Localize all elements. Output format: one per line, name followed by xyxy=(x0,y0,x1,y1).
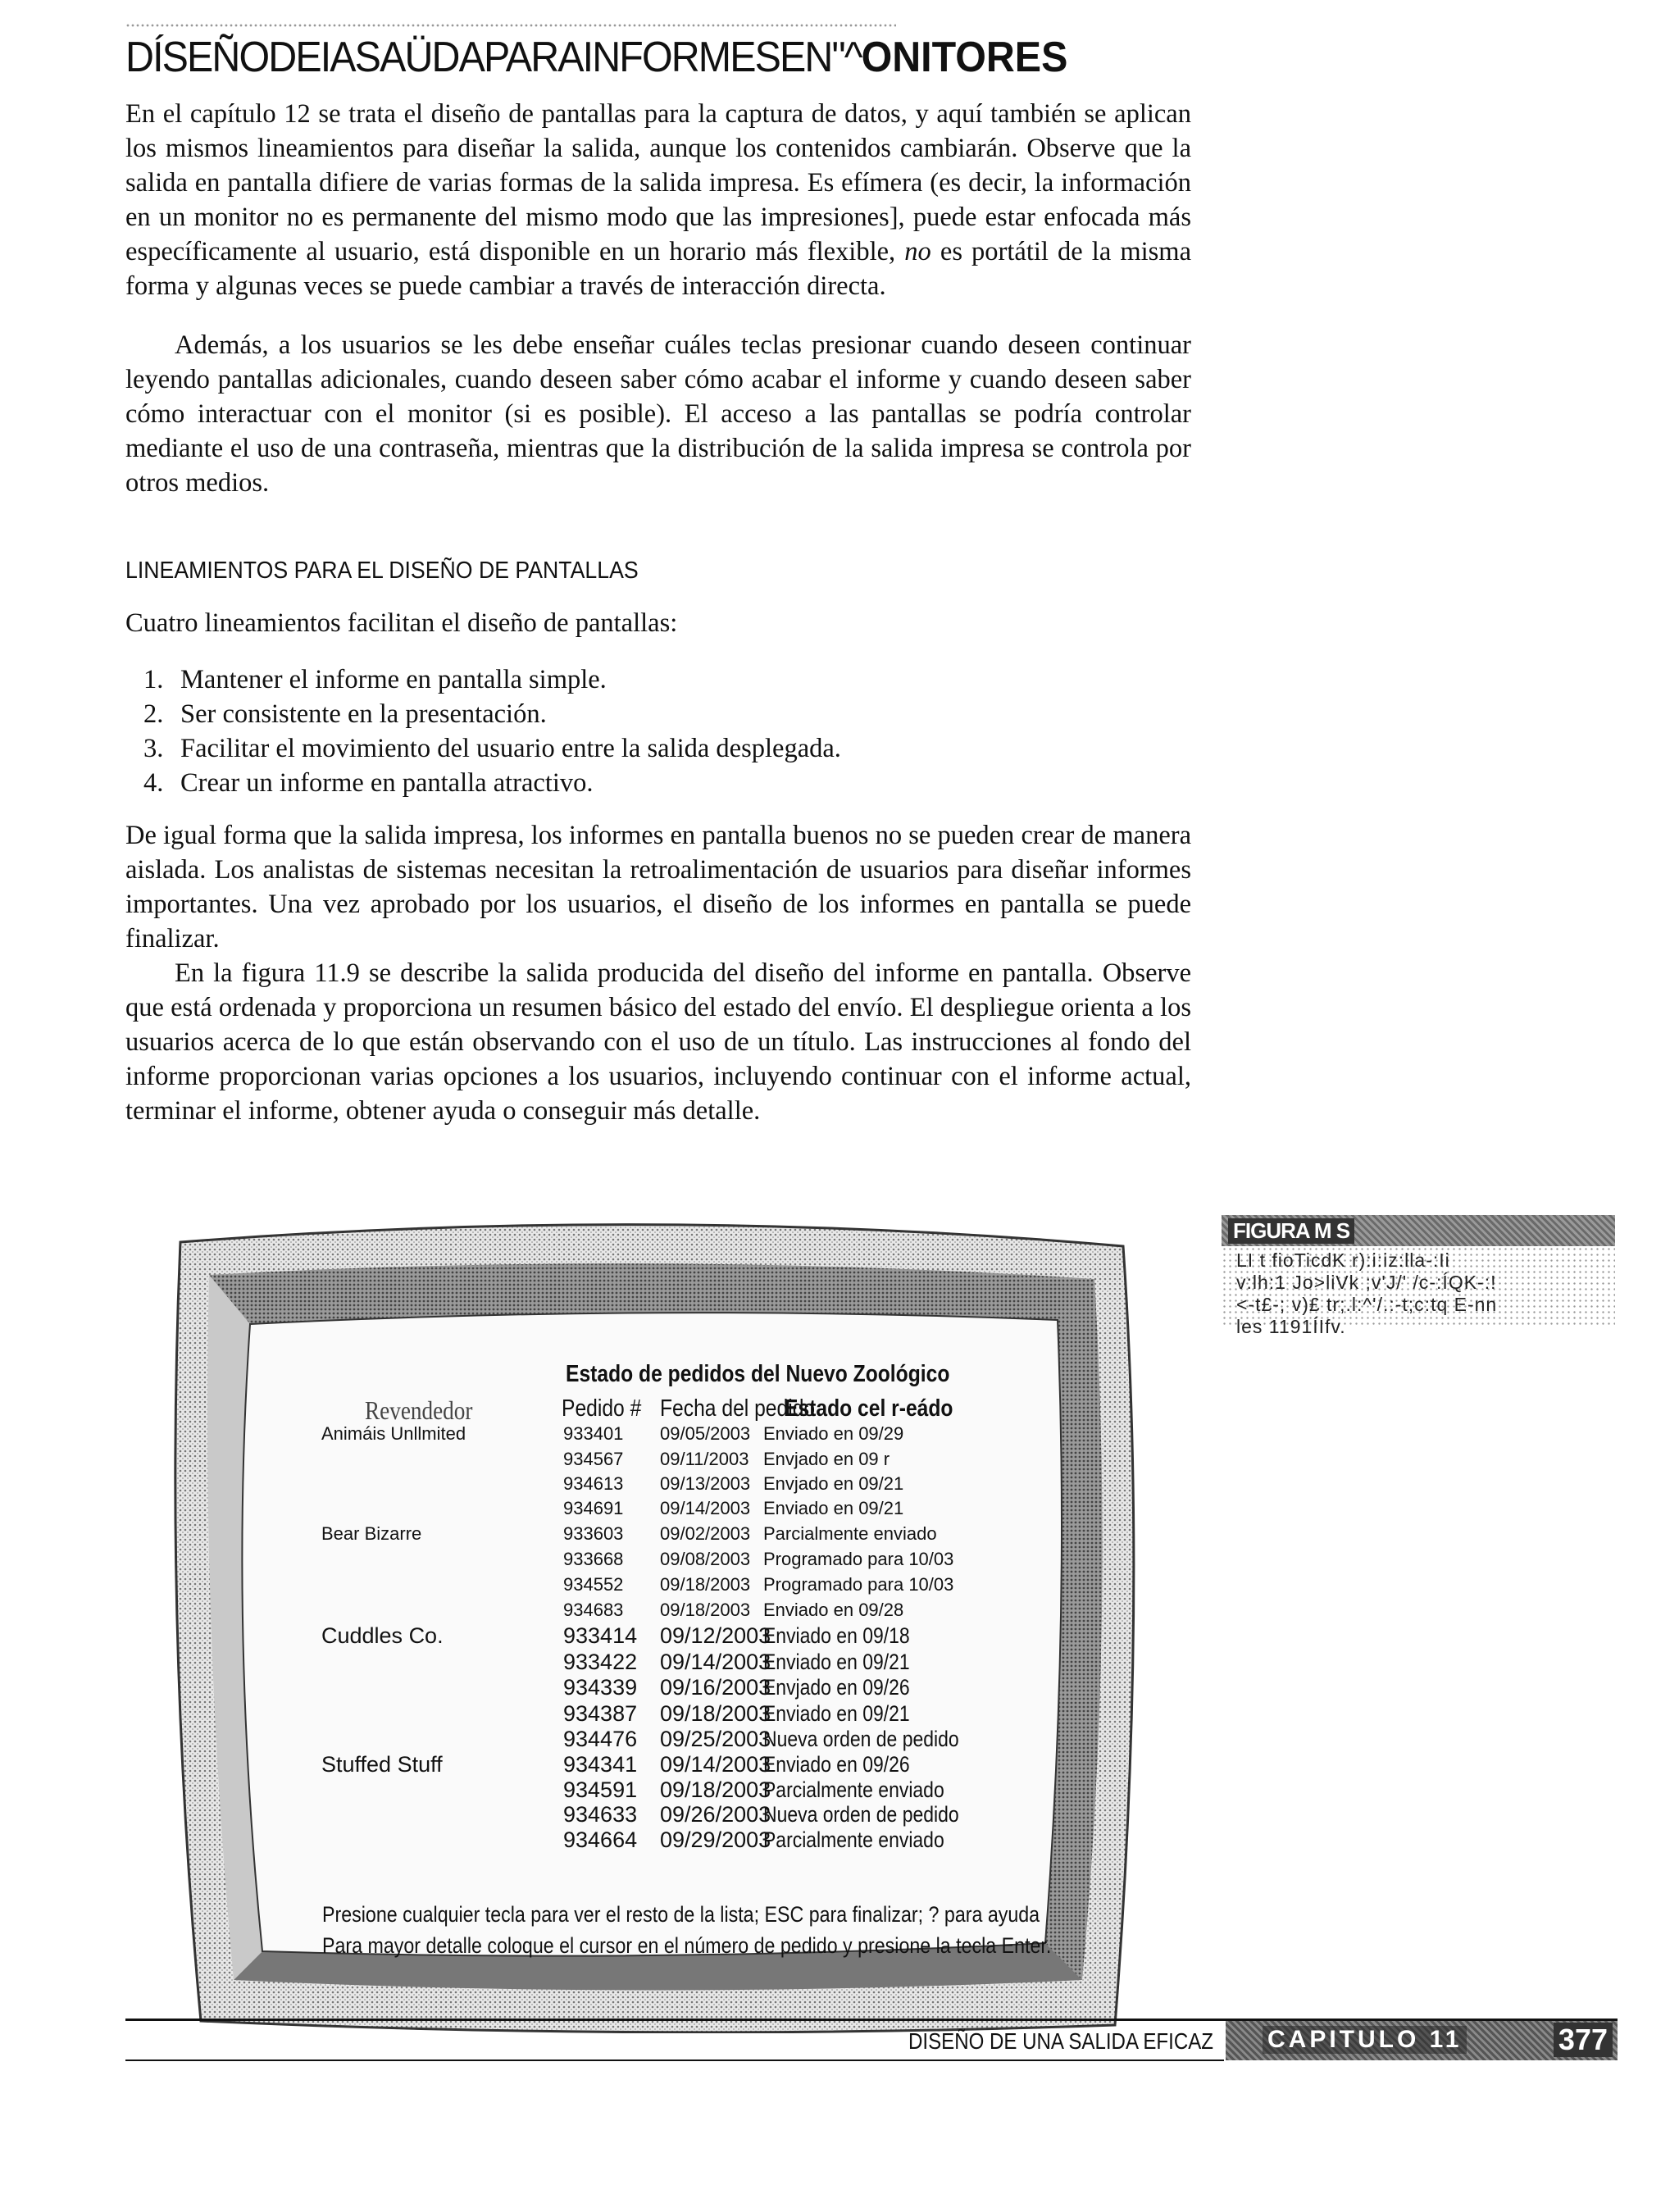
order-date-cell: 09/08/2003 xyxy=(660,1549,751,1569)
order-number-cell: 934664 xyxy=(563,1827,638,1852)
status-cell: Parcialmente enviado xyxy=(763,1777,944,1802)
list-item: 2. Ser consistente en la presentación. xyxy=(143,699,547,729)
order-number-cell: 934613 xyxy=(563,1473,624,1494)
table-row xyxy=(234,1701,1119,1727)
order-number-cell: 933603 xyxy=(563,1523,624,1544)
list-item: 1. Mantener el informe en pantalla simple. xyxy=(143,665,607,694)
status-cell: Enviado en 09/21 xyxy=(763,1701,910,1726)
emphasis-no: no xyxy=(904,237,931,266)
list-item: 3. Facilitar el movimiento del usuario entre la salida desplegada. xyxy=(143,734,841,763)
instruction-line-2: Para mayor detalle coloque el cursor en el número de pedido y presione la tecla Enter. xyxy=(322,1933,1052,1958)
order-date-cell: 09/25/2003 xyxy=(660,1727,771,1751)
order-number-cell: 934341 xyxy=(563,1752,638,1777)
status-cell: Nueva orden de pedido xyxy=(763,1727,959,1751)
order-date-cell: 09/29/2003 xyxy=(660,1827,771,1852)
order-date-cell: 09/11/2003 xyxy=(660,1449,749,1469)
column-header-order: Pedido # xyxy=(562,1395,642,1422)
status-cell: Envjado en 09/21 xyxy=(763,1473,904,1494)
table-row xyxy=(234,1752,1119,1777)
order-number-cell: 934387 xyxy=(563,1701,638,1726)
page-number: 377 xyxy=(1554,2023,1613,2057)
status-cell: Parcialmente enviado xyxy=(763,1827,944,1852)
order-date-cell: 09/02/2003 xyxy=(660,1523,751,1544)
status-cell: Programado para 10/03 xyxy=(763,1574,954,1595)
status-cell: Programado para 10/03 xyxy=(763,1549,954,1569)
table-row xyxy=(234,1473,1119,1499)
status-cell: Enviado en 09/21 xyxy=(763,1498,904,1518)
table-row xyxy=(234,1549,1119,1574)
order-number-cell: 934339 xyxy=(563,1675,638,1700)
section-heading: DÍSEÑODEIASAÜDAPARAINFORMESEN"^ONITORES xyxy=(125,34,1068,81)
client-cell: Bear Bizarre xyxy=(321,1523,422,1544)
paragraph-3: De igual forma que la salida impresa, los informes en pantalla buenos no se pueden crear de manera aislada. Los analistas de sistemas necesitan la retroalimentación de usuarios para diseñar informes importantes. Una vez aprobado por los usuarios, el diseño de los informes en pantalla se puede finalizar. xyxy=(125,821,1191,954)
table-row xyxy=(234,1777,1119,1803)
order-number-cell: 933668 xyxy=(563,1549,624,1569)
status-cell: Nueva orden de pedido xyxy=(763,1802,959,1827)
subheading: LINEAMIENTOS PARA EL DISEÑO DE PANTALLAS xyxy=(125,558,639,584)
paragraph-2: Además, a los usuarios se les debe enseñar cuáles teclas presionar cuando deseen continuar leyendo pantallas adicionales, cuando deseen saber cómo acabar el informe y cuando deseen saber cómo interactuar con el monitor (si es posible). El acceso a las pantallas se podría controlar mediante el uso de una contraseña, mientras que la distribución de la salida impresa se controla por otros medios. xyxy=(125,330,1191,498)
caption-line: LI t fioTicdK r):i:iz:lla-:Ii xyxy=(1236,1249,1450,1271)
screen-report xyxy=(234,1271,1119,1958)
order-date-cell: 09/18/2003 xyxy=(660,1777,771,1802)
status-cell: Enviado en 09/28 xyxy=(763,1600,904,1620)
status-cell: Parcialmente enviado xyxy=(763,1523,937,1544)
guidelines-list xyxy=(143,662,841,800)
status-cell: Enviado en 09/18 xyxy=(763,1623,910,1648)
caption-line: <-t£-; v)£ tr;.l:^'/.:-t;c:tq E-nn xyxy=(1236,1294,1498,1315)
status-cell: Enviado en 09/26 xyxy=(763,1752,910,1777)
footer-title: DISEÑO DE UNA SALIDA EFICAZ xyxy=(908,2028,1214,2054)
order-date-cell: 09/13/2003 xyxy=(660,1473,751,1494)
status-cell: Envjado en 09 r xyxy=(763,1449,890,1469)
order-date-cell: 09/18/2003 xyxy=(660,1600,751,1620)
order-number-cell: 933414 xyxy=(563,1623,638,1648)
order-date-cell: 09/14/2003 xyxy=(660,1650,771,1674)
order-date-cell: 09/26/2003 xyxy=(660,1802,771,1827)
order-number-cell: 934633 xyxy=(563,1802,638,1827)
table-row xyxy=(234,1623,1119,1649)
column-header-status: Estado cel r-eádo xyxy=(785,1395,953,1422)
column-header-reseller: Revendedor xyxy=(365,1395,473,1425)
header-dotted-rule xyxy=(125,23,896,28)
status-cell: Enviado en 09/21 xyxy=(763,1650,910,1674)
order-date-cell: 09/16/2003 xyxy=(660,1675,771,1700)
status-cell: Envjado en 09/26 xyxy=(763,1675,910,1700)
figure-caption-bar xyxy=(1222,1215,1615,1246)
order-date-cell: 09/18/2003 xyxy=(660,1701,771,1726)
column-header-date: Fecha del pedido xyxy=(660,1395,816,1422)
order-number-cell: 934567 xyxy=(563,1449,624,1469)
figure-caption-body xyxy=(1222,1246,1615,1337)
table-row xyxy=(234,1523,1119,1549)
table-row xyxy=(234,1574,1119,1600)
client-cell: Stuffed Stuff xyxy=(321,1752,443,1777)
table-row xyxy=(234,1600,1119,1625)
caption-line: les 1191ÍIfv. xyxy=(1236,1316,1346,1337)
table-row xyxy=(234,1727,1119,1752)
order-number-cell: 934591 xyxy=(563,1777,638,1802)
table-row xyxy=(234,1827,1119,1853)
table-row xyxy=(234,1423,1119,1449)
order-date-cell: 09/14/2003 xyxy=(660,1752,771,1777)
footer-chapter: CAPITULO 11 xyxy=(1263,2026,1467,2054)
order-number-cell: 933401 xyxy=(563,1423,624,1444)
order-number-cell: 934683 xyxy=(563,1600,624,1620)
table-row xyxy=(234,1650,1119,1675)
list-item: 4. Crear un informe en pantalla atractivo. xyxy=(143,768,594,798)
order-number-cell: 934552 xyxy=(563,1574,624,1595)
paragraph-1: En el capítulo 12 se trata el diseño de pantallas para la captura de datos, y aquí también se aplican los mismos lineamientos para diseñar la salida, aunque los contenidos cambiarán. Observe que la salida en pantalla difiere de varias formas de la salida impresa. Es efímera (es decir, la información en un monitor no es permanente del mismo modo que las impresiones], puede estar enfocada más específicamente al usuario, está disponible en un horario más flexible, no es portátil de la misma forma y algunas veces se puede cambiar a través de interacción directa. xyxy=(125,99,1192,301)
order-number-cell: 934691 xyxy=(563,1498,624,1518)
figure-caption xyxy=(1222,1215,1615,1337)
client-cell: Cuddles Co. xyxy=(321,1623,444,1648)
order-date-cell: 09/05/2003 xyxy=(660,1423,751,1444)
order-number-cell: 934476 xyxy=(563,1727,638,1751)
footer-chapter-box xyxy=(1226,2021,1618,2060)
order-date-cell: 09/14/2003 xyxy=(660,1498,751,1518)
monitor-illustration xyxy=(164,1213,1189,2033)
instruction-line-1: Presione cualquier tecla para ver el resto de la lista; ESC para finalizar; ? para ayuda xyxy=(322,1902,1040,1927)
order-date-cell: 09/18/2003 xyxy=(660,1574,751,1595)
caption-line: v:lh:1 Jo>liVk ;v'J/' /c-:ÍQK-:! xyxy=(1236,1272,1497,1293)
order-date-cell: 09/12/2003 xyxy=(660,1623,771,1648)
client-cell: Animáis Unllmited xyxy=(321,1423,466,1444)
table-row xyxy=(234,1802,1119,1827)
intro-sentence: Cuatro lineamientos facilitan el diseño de pantallas: xyxy=(125,608,678,638)
status-cell: Enviado en 09/29 xyxy=(763,1423,904,1444)
footer-rule-bottom xyxy=(125,2060,1224,2061)
table-row xyxy=(234,1498,1119,1523)
report-title: Estado de pedidos del Nuevo Zoológico xyxy=(566,1361,950,1387)
table-row xyxy=(234,1675,1119,1700)
figure-label: FIGURA M S xyxy=(1228,1218,1354,1244)
order-number-cell: 933422 xyxy=(563,1650,638,1674)
table-row xyxy=(234,1449,1119,1474)
paragraph-4: En la figura 11.9 se describe la salida producida del diseño del informe en pantalla. Observe que está ordenada y proporciona un resumen básico del estado del envío. El despliegue orienta a los usuarios acerca de lo que están observando con el uso de un título. Las instrucciones al fondo del informe proporcionan varias opciones a los usuarios, incluyendo continuar con el informe actual, terminar el informe, obtener ayuda o conseguir más detalle. xyxy=(125,958,1191,1126)
